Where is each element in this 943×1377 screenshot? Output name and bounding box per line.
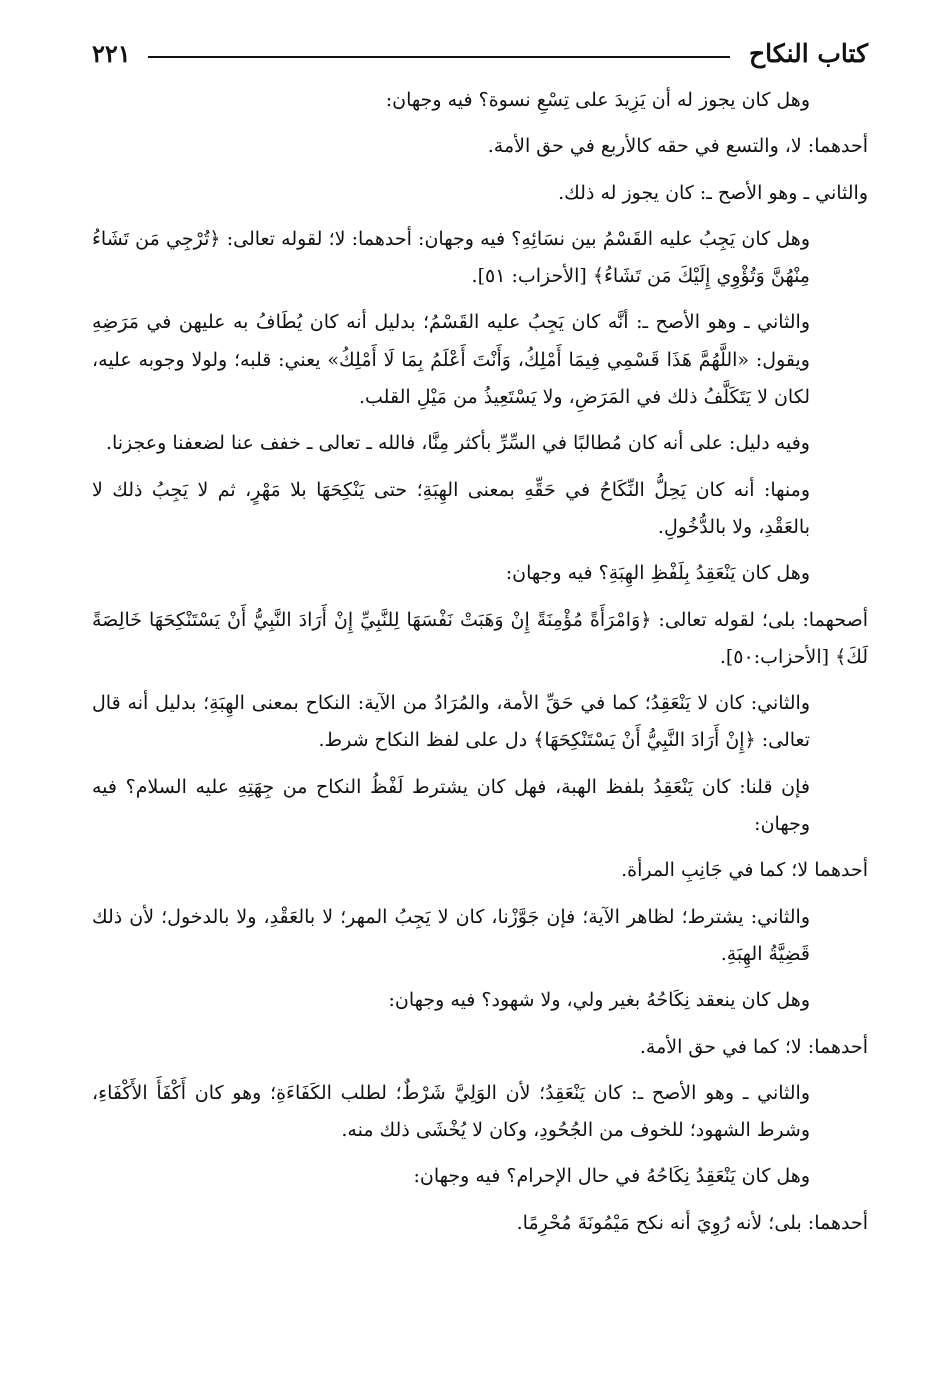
page-body [92, 82, 868, 1251]
paragraph: والثاني ـ وهو الأصح ـ: أنَّه كان يَجِبُ عليه القَسْمُ؛ بدليل أنه كان يُطَافُ به عليهن في مَرَضِهِ ويقول: «اللَّهُمَّ هَذَا قَسْمِي فِيمَا أَمْلِكُ، وَأَنْتَ أَعْلَمُ بِمَا لَا أَمْلِكُ» يعني: قلبه؛ ولولا وجوبه عليه، لكان لا يَتَكَلَّفُ ذلك في المَرَضِ، ولا يَسْتَعِيذُ من مَيْلِ القلب. [92, 311, 810, 409]
paragraph: والثاني ـ وهو الأصح ـ: كان يجوز له ذلك. [558, 181, 868, 204]
paragraph: أحدهما لا؛ كما في جَانِبِ المرأة. [621, 859, 868, 882]
paragraph: أصحهما: بلى؛ لقوله تعالى: ﴿وَامْرَأَةً مُؤْمِنَةً إِنْ وَهَبَتْ نَفْسَهَا لِلنَّبِيِّ إِنْ أَرَادَ النَّبِيُّ أَنْ يَسْتَنْكِحَهَا خَالِصَةً لَكَ﴾ [الأحزاب:٥٠]. [92, 608, 868, 668]
running-title: كتاب النكاح [749, 39, 868, 68]
paragraph: وفيه دليل: على أنه كان مُطالبًا في السِّرِّ بأكثر مِنَّا، فالله ـ تعالى ـ خفف عنا لضعفنا وعجزنا. [105, 432, 810, 455]
paragraph: والثاني ـ وهو الأصح ـ: كان يَنْعَقِدُ؛ لأن الوَلِيَّ شَرْطٌ؛ لطلب الكَفَاءَةِ؛ وهو كان أَكْفَأَ الأَكْفَاءِ، وشرط الشهود؛ للخوف من الجُحُودِ، وكان لا يُخْشَى ذلك منه. [92, 1081, 810, 1142]
page-header [92, 36, 868, 76]
paragraph: وهل كان يَجِبُ عليه القَسْمُ بين نسَائِهِ؟ فيه وجهان: أحدهما: لا؛ لقوله تعالى: ﴿تُرْجِي مَن تَشَاءُ مِنْهُنَّ وَتُؤْوِي إِلَيْكَ مَن تَشَاءُ﴾ [الأحزاب: ٥١]. [92, 227, 810, 288]
paragraph: وهل كان يَنْعَقِدُ نِكَاحُهُ في حال الإحرام؟ فيه وجهان: [413, 1165, 810, 1188]
paragraph: وهل كان ينعقد نِكَاحُهُ بغير ولي، ولا شهود؟ فيه وجهان: [388, 989, 810, 1012]
paragraph: والثاني: يشترط؛ لظاهر الآية؛ فإن جَوَّزْنا، كان لا يَجِبُ المهر؛ لا بالعَقْدِ، ولا بالدخول؛ لأن ذلك قَضِيَّةُ الهِبَةِ. [92, 905, 810, 965]
paragraph: فإن قلنا: كان يَنْعَقِدُ بلفظ الهبة، فهل كان يشترط لَفْظُ النكاح من جِهَتِهِ عليه السلام؟ فيه وجهان: [92, 775, 810, 836]
paragraph: وهل كان يَنْعَقِدُ بِلَفْظِ الهِبَةِ؟ فيه وجهان: [505, 562, 810, 585]
paragraph: وهل كان يجوز له أن يَزِيدَ على تِسْعِ نسوة؟ فيه وجهان: [385, 89, 810, 111]
paragraph: والثاني: كان لا يَنْعَقِدُ؛ كما في حَقِّ الأمة، والمُرَادُ من الآية: النكاح بمعنى الهِبَةِ؛ بدليل أنه قال تعالى: ﴿إِنْ أَرَادَ النَّبِيُّ أَنْ يَسْتَنْكِحَهَا﴾ دل على لفظ النكاح شرط. [92, 692, 810, 752]
paragraph: أحدهما: بلى؛ لأنه رُوِيَ أنه نكح مَيْمُونَةَ مُحْرِمًا. [516, 1211, 868, 1234]
paragraph: أحدهما: لا؛ كما في حق الأمة. [639, 1035, 868, 1058]
paragraph: أحدهما: لا، والتسع في حقه كالأربع في حق الأمة. [487, 135, 868, 158]
paragraph: ومنها: أنه كان يَحِلُّ النِّكَاحُ في حَقِّهِ بمعنى الهِبَةِ؛ حتى يَنْكِحَهَا بلا مَهْرٍ، ثم لا يَجِبُ ذلك لا بالعَقْدِ، ولا بالدُّخُولِ. [92, 478, 810, 538]
header-rule [148, 56, 730, 58]
page-number: ٢٢١ [92, 39, 131, 68]
